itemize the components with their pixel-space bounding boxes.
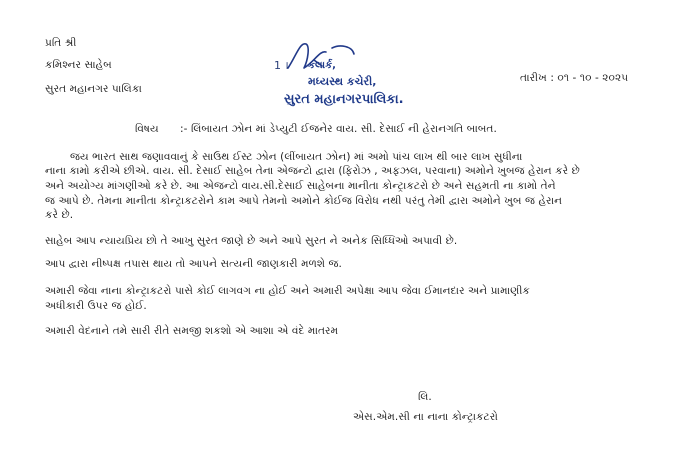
body-p5: અમારી વેદનાને તમે સારી રીતે સમજી શકશો એ આશા એ વંદે માતરમ [45, 325, 339, 337]
body-p1-line-3: અને અયોગ્ય માંગણીઓ કરે છે. આ એજન્ટો વાય.સી.દેસાઈ સાહેબના માનીતા કોન્ટ્રાકટરો છે અને સહમતી ના કામો તેને [45, 180, 556, 192]
signer: એસ.એમ.સી ના નાના કોન્ટ્રાકટરો [353, 411, 498, 423]
body-p4-line-2: અધીકારી ઉપર જ હોઈ. [45, 300, 147, 312]
body-p4-line-1: અમારી જેવા નાના કોન્ટ્રાકટરો પાસે કોઈ લાગવગ ના હોઈ અને અમારી અપેક્ષા આપ જેવા ઈમાનદાર અને પ્રામાણીક [45, 285, 530, 297]
signature-scribble [248, 38, 398, 78]
stamp-code: 1 । [274, 59, 289, 72]
subject-text: :- લિંબાયત ઝોન માં ડેપ્યુટી ઈજનેર વાય. સી. દેસાઈ ની હેરાનગતિ બાબત. [180, 123, 497, 135]
recipient-line-3: સુરત મહાનગર પાલિકા [45, 83, 142, 95]
stamp-line-3: સુરત મહાનગરપાલિકા. [284, 92, 404, 107]
recipient-line-1: પ્રતિ શ્રી [45, 37, 77, 49]
subject-label: વિષય [135, 123, 159, 135]
body-p2: સાહેબ આપ ન્યાયપ્રિય છો તે આખુ સુરત જાણે છે અને આપે સુરત ને અનેક સિધ્ધિઓ અપાવી છે. [45, 235, 458, 247]
stamp-line-1: કલાર્ક, [308, 60, 336, 71]
recipient-line-2: કમિશ્નર સાહેબ [45, 59, 112, 71]
closing: લિ. [418, 391, 432, 403]
stamp-line-2: મધ્યસ્થ કચેરી, [308, 75, 377, 88]
office-stamp [248, 38, 404, 118]
body-p1-line-2: નાના કામો કરીએ છીએ. વાય. સી. દેસાઈ સાહેબ તેના એજન્ટો દ્વારા (ફિરોઝ , અફઝલ, પરવાના) અમોને ખુબજ હેરાન કરે છે [45, 165, 580, 177]
body-p1-line-4: જ આપે છે. તેમના માનીતા કોન્ટ્રાકટરોને કામ આપે તેમનો અમોને કોઈજ વિરોધ નથી પરંતુ તેમી દ્વારા અમોને ખુબ જ હેરાન [45, 195, 563, 207]
body-p1-line-5: કરે છે. [45, 209, 74, 221]
body-p1-line-1: જય ભારત સાથ જણાવવાનું કે સાઉથ ઈસ્ટ ઝોન (લીંબાયત ઝોન) માં અમો પાંચ લાખ થી બાર લાખ સુધીના [70, 151, 523, 163]
body-p3: આપ દ્વારા નીષ્પક્ષ તપાસ થાય તો આપને સત્યની જાણકારી મળશે જ. [45, 258, 342, 270]
letter-date: તારીખ : ૦૧ - ૧૦ - ૨૦૨૫ [520, 72, 629, 84]
